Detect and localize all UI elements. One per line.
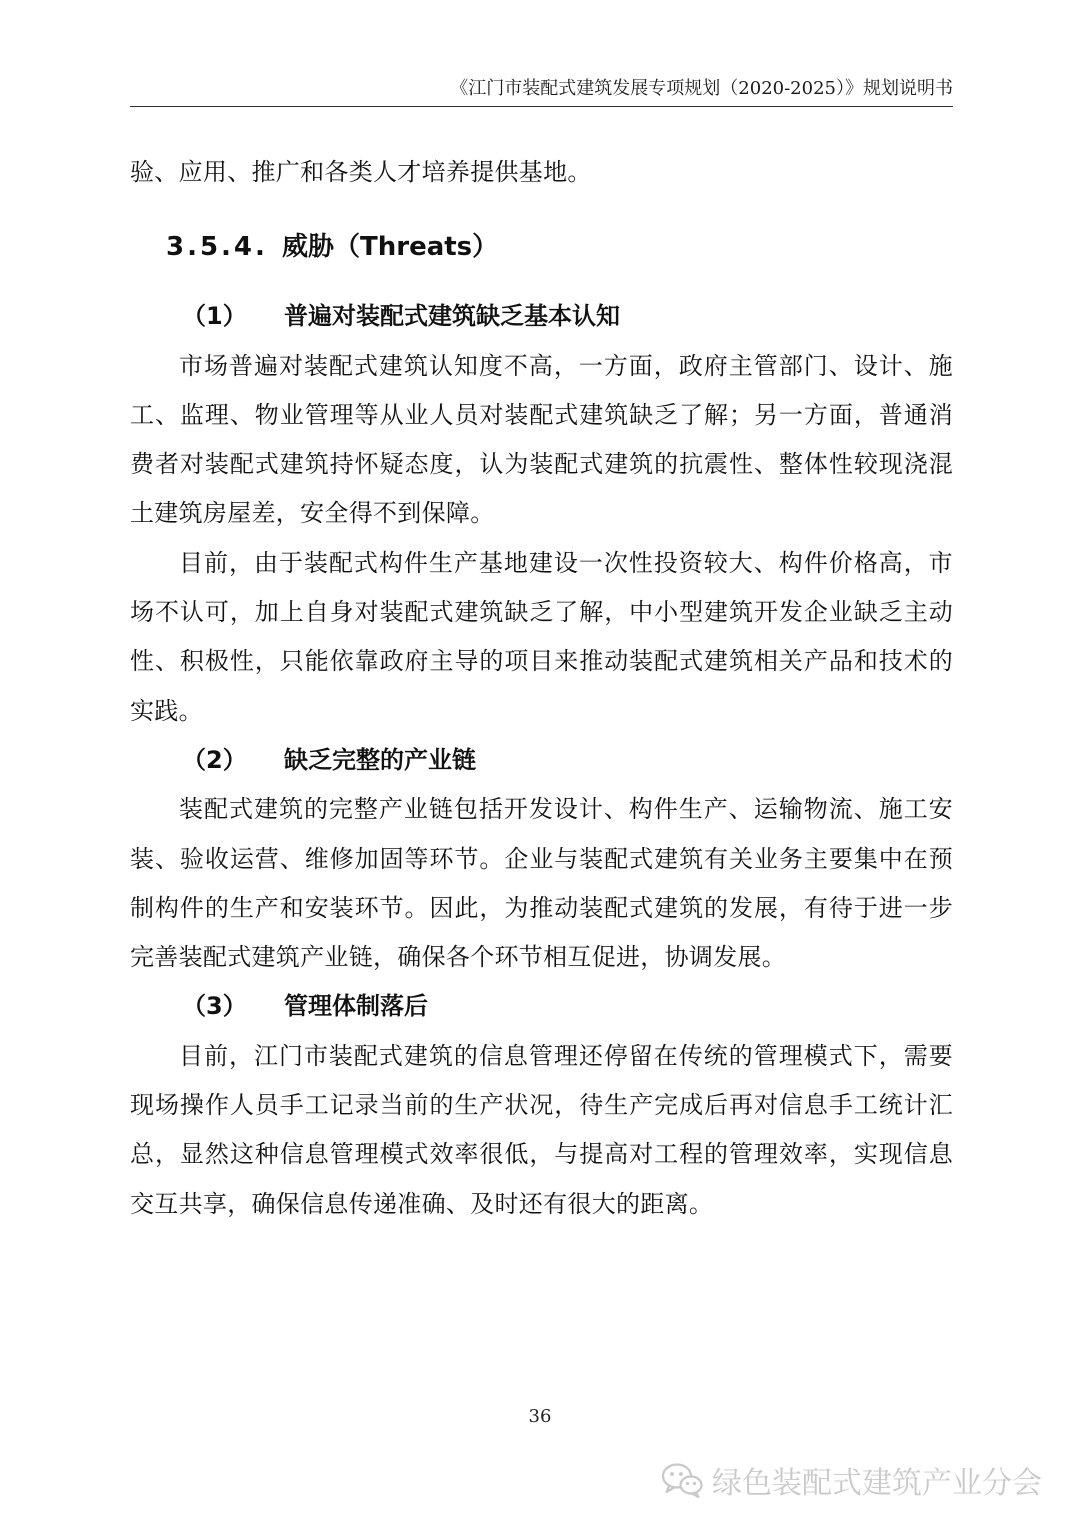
- running-header: 《江门市装配式建筑发展专项规划（2020-2025）》规划说明书: [450, 78, 953, 99]
- section-number: 3.5.4.: [166, 232, 268, 263]
- continuation-paragraph: 验、应用、推广和各类人才培养提供基地。: [130, 158, 592, 186]
- paragraph-3-1: 目前，江门市装配式建筑的信息管理还停留在传统的管理模式下，需要现场操作人员手工记录当前的生产状况，待生产完成后再对信息手工统计汇总，显然这种信息管理模式效率很低，与提高对工程的管理效率，实现信息交互共享，确保信息传递准确、及时还有很大的距离。: [130, 1041, 953, 1218]
- subsection-title-1: 普遍对装配式建筑缺乏基本认知: [284, 302, 620, 331]
- page-body: [130, 148, 953, 1229]
- subsection-heading-1: [130, 292, 953, 341]
- paragraph-1-1: 市场普遍对装配式建筑认知度不高，一方面，政府主管部门、设计、施工、监理、物业管理等从业人员对装配式建筑缺乏了解；另一方面，普通消费者对装配式建筑持怀疑态度，认为装配式建筑的抗震性、整体性较现浇混土建筑房屋差，安全得不到保障。: [130, 351, 953, 528]
- paragraph-2-1: 装配式建筑的完整产业链包括开发设计、构件生产、运输物流、施工安装、验收运营、维修加固等环节。企业与装配式建筑有关业务主要集中在预制构件的生产和安装环节。因此，为推动装配式建筑的发展，有待于进一步完善装配式建筑产业链，确保各个环节相互促进，协调发展。: [130, 795, 953, 972]
- subsection-number-3: （3）: [182, 992, 247, 1021]
- subsection-title-2: 缺乏完整的产业链: [284, 745, 476, 774]
- subsection-title-3: 管理体制落后: [284, 992, 428, 1021]
- subsection-number-2: （2）: [182, 745, 247, 774]
- paragraph-1-2: 目前，由于装配式构件生产基地建设一次性投资较大、构件价格高，市场不认可，加上自身对装配式建筑缺乏了解，中小型建筑开发企业缺乏主动性、积极性，只能依靠政府主导的项目来推动装配式建筑相关产品和技术的实践。: [130, 548, 953, 725]
- subsection-heading-3: [130, 982, 953, 1031]
- subsection-number-1: （1）: [182, 302, 247, 331]
- header-rule: [130, 106, 953, 107]
- subsection-heading-2: [130, 736, 953, 785]
- watermark: [660, 1458, 1042, 1502]
- section-title: 威胁（Threats）: [282, 232, 499, 263]
- wechat-icon: [660, 1460, 704, 1500]
- watermark-text: 绿色装配式建筑产业分会: [712, 1466, 1042, 1501]
- section-heading: [130, 197, 953, 292]
- page-number: 36: [528, 1406, 552, 1427]
